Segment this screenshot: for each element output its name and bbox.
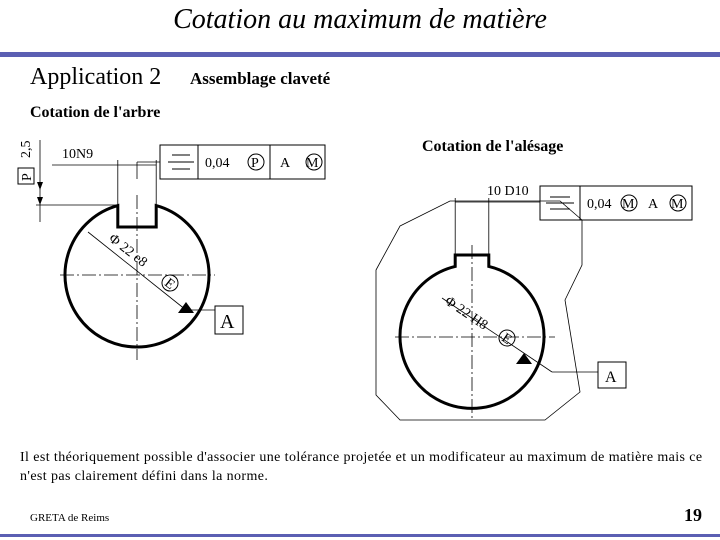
- shaft-frame-tolerance: 0,04: [205, 156, 230, 171]
- shaft-depth-arrow-top: [37, 182, 43, 190]
- shaft-depth-arrow: [37, 197, 43, 205]
- shaft-section-heading: Cotation de l'arbre: [30, 104, 161, 121]
- shaft-diameter-dimension: Φ 22 e8: [105, 231, 150, 271]
- shaft-frame-tolerance-modifier: P: [251, 156, 259, 171]
- shaft-keyway-dimension: 10N9: [62, 147, 94, 162]
- bore-housing-outline: [376, 201, 582, 420]
- shaft-envelope-modifier: E: [161, 275, 178, 293]
- page-number: 19: [684, 505, 702, 525]
- footer-divider: [0, 534, 720, 537]
- bore-diameter-dimension: Φ 22 H8: [441, 293, 491, 334]
- shaft-frame-datum: A: [280, 156, 291, 171]
- shaft-datum-triangle: [178, 302, 194, 313]
- bore-view: [376, 198, 626, 420]
- shaft-depth-modifier-group: [18, 168, 35, 184]
- bore-datum-label: A: [605, 369, 617, 386]
- assembly-subtitle: Assemblage claveté: [190, 69, 331, 88]
- shaft-frame-datum-modifier: M: [306, 156, 319, 171]
- bore-section-heading: Cotation de l'alésage: [422, 138, 564, 155]
- bore-frame-datum: A: [648, 197, 659, 212]
- bore-datum-triangle: [516, 353, 532, 364]
- footer-organization: GRETA de Reims: [30, 512, 110, 524]
- application-title: Application 2: [30, 64, 162, 90]
- bore-envelope-modifier: E: [498, 330, 515, 349]
- bore-keyway-dimension: 10 D10: [487, 184, 529, 199]
- shaft-datum-label: A: [220, 311, 235, 333]
- bore-frame-tolerance: 0,04: [587, 197, 612, 212]
- bore-tolerance-frame: [540, 186, 692, 220]
- shaft-tolerance-frame: [137, 145, 325, 179]
- bore-frame-tolerance-modifier: M: [622, 197, 635, 212]
- explanatory-note: Il est théoriquement possible d'associer une tolérance projetée et un modificateur au maximum de matière mais ce n'est pas clairement défini dans la norme.: [20, 450, 703, 484]
- shaft-depth-modifier: P: [20, 173, 35, 181]
- slide-title: Cotation au maximum de matière: [173, 4, 547, 35]
- shaft-depth-dimension: 2,5: [19, 140, 34, 158]
- bore-frame-datum-modifier: M: [671, 197, 684, 212]
